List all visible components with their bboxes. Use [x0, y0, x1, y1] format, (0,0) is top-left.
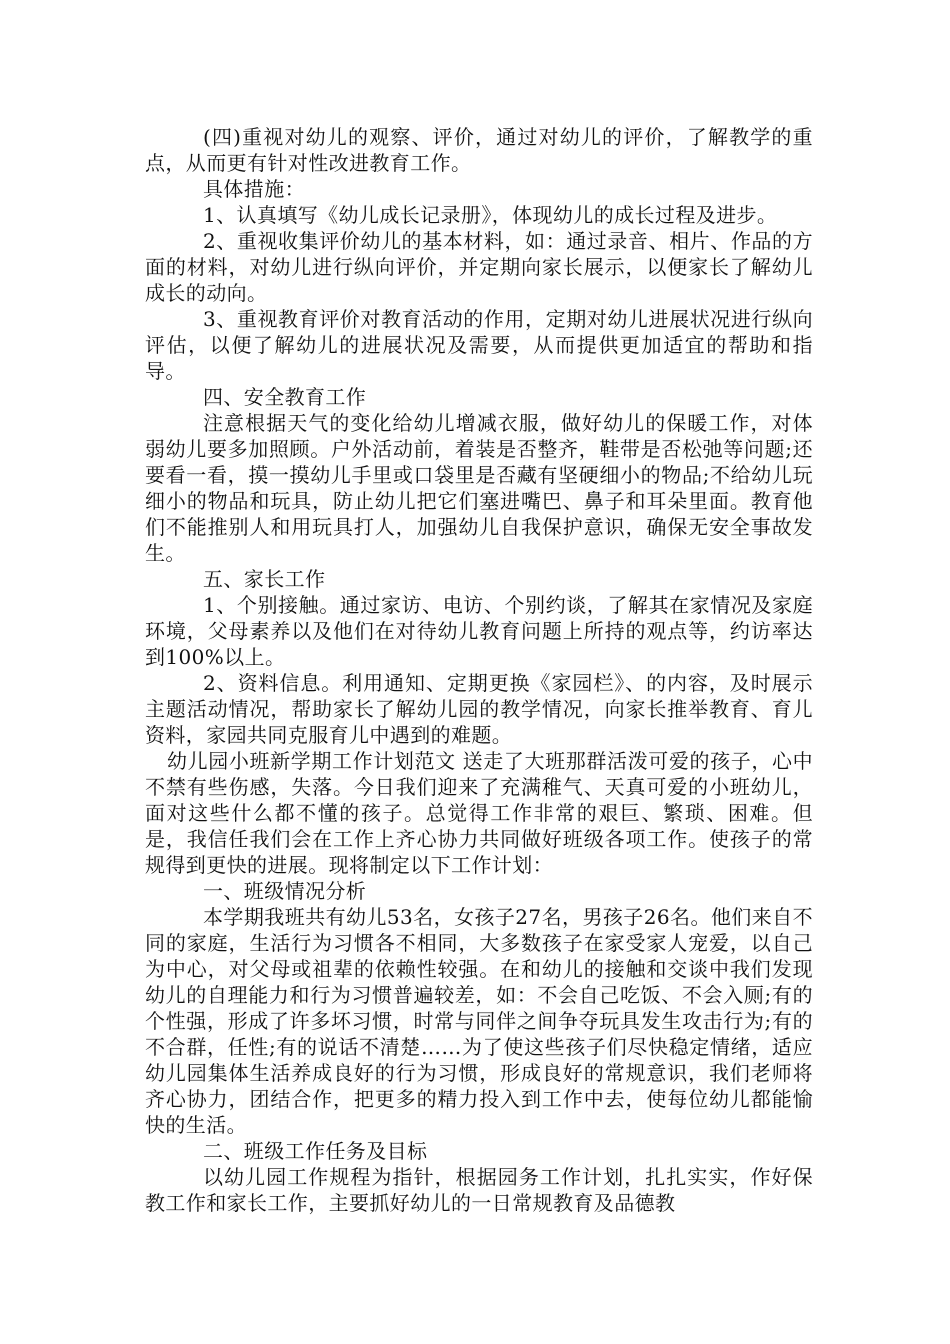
paragraph-measure-2: 2、重视收集评价幼儿的基本材料，如：通过录音、相片、作品的方面的材料，对幼儿进行纵向评价，并定期向家长展示，以便家长了解幼儿成长的动向。 [145, 229, 813, 305]
paragraph-measure-1: 1、认真填写《幼儿成长记录册》，体现幼儿的成长过程及进步。 [203, 203, 778, 227]
section-heading-tasks-goals: 二、班级工作任务及目标 [203, 1139, 428, 1163]
paragraph-specific-measures: 具体措施： [203, 177, 305, 201]
paragraph-observation-evaluation: (四)重视对幼儿的观察、评价，通过对幼儿的评价，了解教学的重点，从而更有针对性改进教育工作。 [145, 125, 813, 175]
paragraph-parents-2: 2、资料信息。利用通知、定期更换《家园栏》、的内容，及时展示主题活动情况，帮助家长了解幼儿园的教学情况，向家长推举教育、育儿资料，家园共同克服育儿中遇到的难题。 [145, 671, 813, 747]
section-heading-parents: 五、家长工作 [203, 567, 326, 591]
paragraph-class-analysis: 本学期我班共有幼儿53名，女孩子27名，男孩子26名。他们来自不同的家庭，生活行为习惯各不相同，大多数孩子在家受家人宠爱，以自己为中心，对父母或祖辈的依赖性较强。在和幼儿的接触和交谈中我们发现幼儿的自理能力和行为习惯普遍较差，如：不会自己吃饭、不会入厕;有的个性强，形成了许多坏习惯，时常与同伴之间争夺玩具发生攻击行为;有的不合群，任性;有的说话不清楚……为了使这些孩子们尽快稳定情绪，适应幼儿园集体生活养成良好的行为习惯，形成良好的常规意识，我们老师将齐心协力，团结合作，把更多的精力投入到工作中去，使每位幼儿都能愉快的生活。 [145, 905, 813, 1137]
paragraph-parents-1: 1、个别接触。通过家访、电访、个别约谈，了解其在家情况及家庭环境，父母素养以及他们在对待幼儿教育问题上所持的观点等，约访率达到100%以上。 [145, 593, 813, 669]
section-heading-class-analysis: 一、班级情况分析 [203, 879, 367, 903]
paragraph-measure-3: 3、重视教育评价对教育活动的作用，定期对幼儿进展状况进行纵向评估，以便了解幼儿的进展状况及需要，从而提供更加适宜的帮助和指导。 [145, 307, 813, 383]
paragraph-new-plan-intro: 幼儿园小班新学期工作计划范文 送走了大班那群活泼可爱的孩子，心中不禁有些伤感，失落。今日我们迎来了充满稚气、天真可爱的小班幼儿，面对这些什么都不懂的孩子。总觉得工作非常的艰巨、繁琐、困难。但是，我信任我们会在工作上齐心协力共同做好班级各项工作。使孩子的常规得到更快的进展。现将制定以下工作计划： [145, 749, 813, 877]
section-heading-safety: 四、安全教育工作 [203, 385, 367, 409]
document-body [145, 124, 813, 1216]
paragraph-safety: 注意根据天气的变化给幼儿增减衣服，做好幼儿的保暖工作，对体弱幼儿要多加照顾。户外活动前，着装是否整齐，鞋带是否松弛等问题;还要看一看，摸一摸幼儿手里或口袋里是否藏有坚硬细小的物品;不给幼儿玩细小的物品和玩具，防止幼儿把它们塞进嘴巴、鼻子和耳朵里面。教育他们不能推别人和用玩具打人，加强幼儿自我保护意识，确保无安全事故发生。 [145, 411, 813, 565]
paragraph-tasks-goals: 以幼儿园工作规程为指针，根据园务工作计划，扎扎实实，作好保教工作和家长工作，主要抓好幼儿的一日常规教育及品德教 [145, 1165, 813, 1215]
